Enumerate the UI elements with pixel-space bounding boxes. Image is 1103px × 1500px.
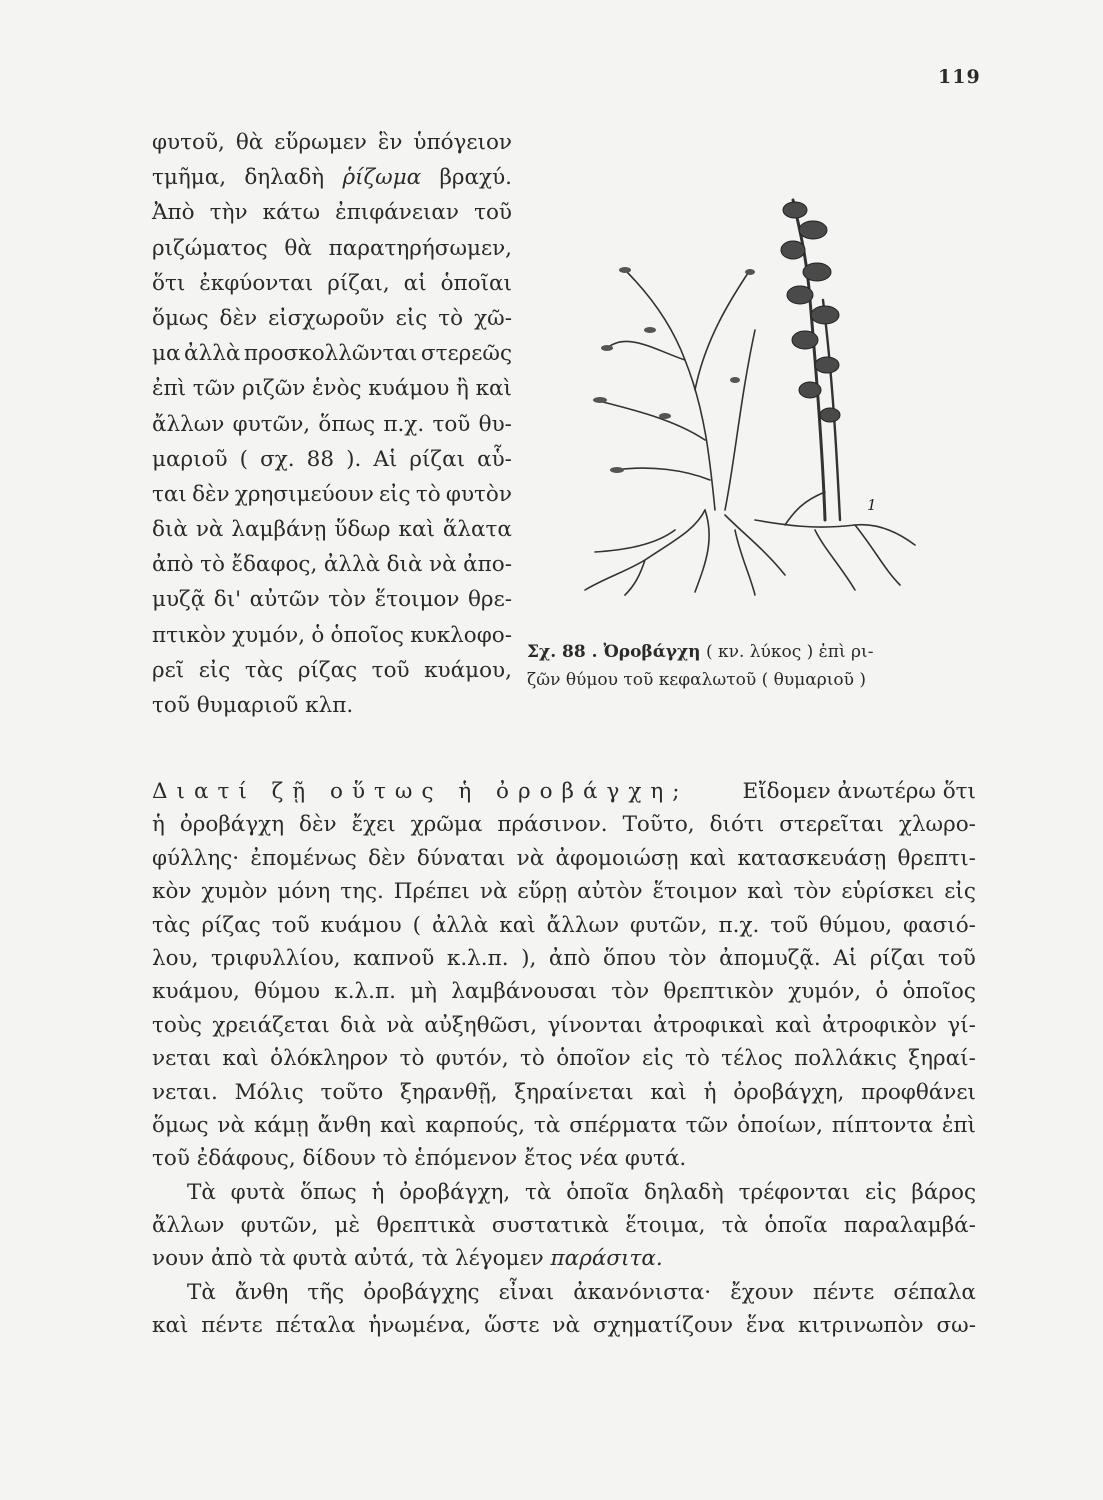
word: κάτω (262, 200, 321, 226)
word: ὁποῖα (566, 1179, 630, 1205)
word: τὰς (152, 912, 191, 938)
text-line (152, 1109, 976, 1142)
word: νὰ (552, 1313, 580, 1339)
word: τὸ (684, 1046, 710, 1072)
word: ται (152, 481, 187, 507)
word: κιτρινωπὸν (798, 1313, 924, 1339)
word: βάρος (911, 1179, 976, 1205)
word: ὅμως (152, 305, 209, 331)
word: μυζᾷ (152, 587, 206, 613)
word: κατασκευάσῃ (737, 845, 887, 871)
word: ἐπὶ (152, 376, 187, 402)
word: συστατικὰ (491, 1213, 609, 1239)
word: θρεπτικὰ (376, 1213, 476, 1239)
word: ὥστε (484, 1313, 540, 1339)
caption-text: ( κν. λύκος ) ἐπὶ ρι- (705, 642, 874, 662)
text-segment: βραχύ. (439, 165, 512, 191)
word: φυτῶν, (232, 411, 311, 437)
word: εὕρωμεν (274, 130, 367, 155)
word: ξηραίνεται (514, 1079, 634, 1105)
word: ὁποῖος (330, 622, 404, 648)
word: ὁ (875, 979, 889, 1005)
word: Τὰ (187, 1179, 216, 1205)
word: φυτοῦ, (152, 130, 225, 155)
word: δὲν (192, 481, 230, 507)
word: χλωρο- (898, 812, 976, 838)
text-line (152, 808, 976, 841)
word: π.χ. (383, 411, 425, 437)
word: Αἱ (373, 446, 398, 472)
word: τὰ (533, 1112, 561, 1138)
word: αὐτῶν (249, 587, 320, 613)
word: τοῦτο (320, 1079, 384, 1105)
word: καὶ (747, 879, 784, 905)
word: χυμόν, (788, 979, 862, 1005)
word: σχ. (260, 446, 295, 472)
word: τὸν (328, 587, 367, 613)
word: τὸ (200, 552, 225, 578)
word: εἰς (642, 1046, 674, 1072)
word: 88 (306, 446, 335, 472)
word: ἀπὸ (548, 945, 591, 971)
word: πίπτοντα (831, 1112, 933, 1138)
word: μα (152, 341, 181, 367)
word: γί- (947, 1012, 976, 1038)
word: ἕτοιμα, (625, 1213, 706, 1239)
text-line (152, 407, 512, 442)
word: καπνοῦ (353, 945, 435, 971)
body-text (152, 775, 976, 1343)
word: σπέρματα (569, 1112, 677, 1138)
word: ἔχει (351, 812, 396, 838)
text-segment: τμῆμα, (152, 165, 227, 191)
word: κυάμου (320, 912, 402, 938)
word: ( (239, 446, 249, 472)
text-line: τοῦ θυμαριοῦ κλπ. (152, 693, 354, 718)
word: διὰ (152, 517, 188, 543)
word: ὁποῖον (556, 1046, 631, 1072)
text-line (152, 301, 512, 336)
word: ἢ (455, 376, 469, 402)
text-line (152, 653, 512, 688)
word: ἓν (377, 130, 403, 155)
word: ὅπως (318, 411, 376, 437)
text-line (152, 1076, 976, 1109)
text-line (152, 231, 512, 266)
word: εἰς (198, 657, 231, 683)
word: χρησιμεύουν (234, 481, 374, 507)
word: χυμὸν (201, 879, 268, 905)
word: νὰ (429, 552, 457, 578)
word: θυ- (478, 411, 512, 437)
word: αὗ- (477, 446, 512, 472)
word: ἕτοιμον (652, 879, 738, 905)
word: δι' (213, 587, 242, 613)
word: θρεπτι- (897, 845, 976, 871)
word: καὶ (499, 912, 536, 938)
text-line (152, 842, 976, 875)
word: τὸ (399, 1046, 425, 1072)
word: ἡνωμένα, (368, 1313, 472, 1339)
word: νεται. (152, 1079, 218, 1105)
word: ἅλατα (442, 517, 512, 543)
word: πέταλα (275, 1313, 356, 1339)
word: τοῦ (770, 912, 809, 938)
word: Τοῦτο, (622, 812, 695, 838)
word: κυάμου, (424, 657, 512, 683)
word: χρῶμα (410, 812, 483, 838)
word: χυμόν, (232, 622, 306, 648)
text-line (152, 582, 512, 617)
word: εὕρῃ (517, 879, 568, 905)
text-line (152, 1276, 976, 1309)
word: Τὰ (187, 1279, 216, 1305)
word: χῶ- (474, 305, 512, 331)
word: νὰ (386, 1012, 414, 1038)
word: ἐπιφάνειαν (335, 200, 459, 226)
word: ὁποῖαι (440, 270, 512, 296)
word: αἱ (403, 270, 427, 296)
word: ὀροβάγχη, (733, 1079, 845, 1105)
word: της. (340, 879, 384, 905)
word: ἐπομένως (250, 845, 357, 871)
plant-drawing (555, 180, 925, 600)
word: τοῦ (271, 912, 310, 938)
text-line: τοῦ ἐδάφους, δίδουν τὸ ἑπόμενον ἔτος νέα φυτά. (152, 1146, 687, 1172)
word: νὰ (195, 517, 224, 543)
word: ἀπὸ (152, 552, 194, 578)
word: δηλαδὴ (644, 1179, 724, 1205)
word: μὴ (410, 979, 438, 1005)
word: ρίζαι (409, 446, 466, 472)
word: ἡ (152, 812, 165, 838)
word: νεται (152, 1046, 212, 1072)
word: ἐπὶ (941, 1112, 976, 1138)
word: πέντε (812, 1279, 875, 1305)
word: ὅτι (152, 270, 186, 296)
word: ὅμως (152, 1112, 209, 1138)
text-line (152, 1009, 976, 1042)
word: χρειάζεται (212, 1012, 330, 1038)
text-segment: Εἴδομεν ἀνωτέρω ὅτι (742, 779, 976, 804)
word: κάμῃ (253, 1112, 309, 1138)
word: ἄλλων (152, 411, 225, 437)
word: αὐτὸν (577, 879, 643, 905)
word: πτικὸν (152, 622, 226, 648)
word: τὸν (793, 879, 832, 905)
word: τὸ (415, 481, 441, 507)
word: Αἱ (833, 945, 858, 971)
parasites-term: παράσιτα. (550, 1246, 663, 1272)
word: καὶ (775, 1012, 812, 1038)
word: ρεῖ (152, 657, 185, 683)
text-line (152, 195, 512, 230)
word: ἔδαφος, (231, 552, 318, 578)
word: τὸν (611, 979, 650, 1005)
word: τοῦ (432, 411, 471, 437)
word: γίνονται (547, 1012, 643, 1038)
figure-caption (527, 638, 977, 694)
text-line (152, 160, 512, 195)
word: κυάμου (368, 376, 450, 402)
word: μόνη (277, 879, 331, 905)
word: νὰ (479, 879, 508, 905)
caption-line (527, 638, 977, 666)
text-line (152, 266, 512, 301)
word: ἀφομοιώσῃ (555, 845, 679, 871)
word: σχηματίζουν (592, 1313, 734, 1339)
word: κ.λ.π. (446, 945, 509, 971)
word: ἀκανόνιστα· (573, 1279, 712, 1305)
word: εὑρίσκει (841, 879, 935, 905)
word: θύμου (254, 979, 321, 1005)
word: Μόλις (234, 1079, 304, 1105)
text-line (152, 512, 512, 547)
word: στερεῖται (779, 812, 884, 838)
word: εἰς (864, 1179, 897, 1205)
word: ὀροβάγχη (179, 812, 285, 838)
word: τὴν (209, 200, 248, 226)
text-line (152, 909, 976, 942)
word: Πρέπει (393, 879, 470, 905)
word: κυκλοφο- (410, 622, 512, 648)
word: τῶν (685, 1112, 729, 1138)
word: θὰ (284, 235, 312, 261)
word: μαριοῦ (152, 446, 228, 472)
word: ἄνθη (317, 1112, 372, 1138)
word: ὁ (311, 622, 325, 648)
text-line (152, 975, 976, 1008)
text-line (152, 618, 512, 653)
word: λαμβάνουσαι (451, 979, 598, 1005)
word: ὁλόκληρον (270, 1046, 389, 1072)
word: φυτὸν (445, 481, 512, 507)
word: θὰ (235, 130, 264, 155)
word: ἕνα (745, 1313, 786, 1339)
word: προφθάνει (861, 1079, 976, 1105)
word: τὸ (520, 1046, 545, 1072)
word: ἡ (371, 1179, 385, 1205)
word: Ἀπὸ (152, 200, 195, 226)
word: κ.λ.π. (334, 979, 396, 1005)
text-line (152, 477, 512, 512)
word: διὰ (340, 1012, 376, 1038)
word: τὸν (668, 945, 707, 971)
word: πράσινον. (497, 812, 608, 838)
text-line (152, 775, 976, 808)
word: δὲν (299, 812, 337, 838)
word: ἀλλὰ (323, 552, 381, 578)
word: ἕτοιμον (374, 587, 460, 613)
word: δὲν (219, 305, 258, 331)
word: ξηραί- (908, 1046, 976, 1072)
broomrape-illustration (555, 180, 925, 600)
word: θρε- (467, 587, 512, 613)
text-line (152, 336, 512, 371)
word: ξηρανθῇ, (399, 1079, 498, 1105)
word: αὐξηθῶσι, (424, 1012, 538, 1038)
word: ( (412, 912, 422, 938)
word: παραλαμβά- (843, 1213, 976, 1239)
word: ἀτροφικὸν (822, 1012, 937, 1038)
word: φυτῶν, (630, 912, 708, 938)
word: π.χ. (718, 912, 760, 938)
word: ριζώματος (152, 235, 268, 261)
word: ἀπο- (463, 552, 512, 578)
word: τὰ (525, 1179, 552, 1205)
text-line (152, 442, 512, 477)
spaced-heading: Διατί ζῇ οὕτως ἡ ὀροβάγχη; (152, 779, 689, 804)
word: δὲν (368, 845, 406, 871)
text-segment: νουν ἀπὸ τὰ φυτὰ αὐτά, τὰ λέγομεν (152, 1246, 544, 1272)
word: πολλάκις (794, 1046, 897, 1072)
word: ἄλλων (152, 1213, 225, 1239)
word: ὕδωρ (334, 517, 391, 543)
text-line (152, 875, 976, 908)
word: εἰς (944, 879, 976, 905)
word: νὰ (516, 845, 545, 871)
figure-marker: 1 (867, 496, 877, 514)
word: παρατηρήσωμεν, (328, 235, 512, 261)
word: ὀροβάγχης (363, 1279, 480, 1305)
word: ὀροβάγχη, (399, 1179, 511, 1205)
word: ρίζαι, (327, 270, 390, 296)
word: ἔχουν (730, 1279, 794, 1305)
word: ἀπομυζᾷ. (719, 945, 821, 971)
word: ἡ (703, 1079, 717, 1105)
rhizome-term: ῥίζωμα (342, 165, 422, 191)
word: εἶναι (498, 1279, 555, 1305)
word: θύμου, (819, 912, 893, 938)
word: τὸ (438, 305, 464, 331)
word: εἰς (395, 305, 428, 331)
word: λαμβάνῃ (231, 517, 327, 543)
word: τοῦ (937, 945, 976, 971)
word: δύναται (416, 845, 506, 871)
word: ἀλλὰ (432, 912, 489, 938)
word: ὁποῖος (902, 979, 976, 1005)
word: ἀλλὰ (184, 341, 241, 367)
text-line (152, 1176, 976, 1209)
word: προσκολλῶνται (243, 341, 418, 367)
word: θρεπτικὸν (663, 979, 774, 1005)
word: τοὺς (152, 1012, 202, 1038)
word: ). (346, 446, 362, 472)
word: καὶ (222, 1046, 259, 1072)
word: τοῦ (474, 200, 512, 226)
text-segment: δηλαδὴ (244, 165, 325, 191)
text-line (152, 1042, 976, 1075)
word: ριζῶν (241, 376, 306, 402)
word: ἄλλων (546, 912, 620, 938)
text-line (152, 1309, 976, 1342)
word: εἰς (378, 481, 411, 507)
word: διότι (709, 812, 765, 838)
word: φασιό- (903, 912, 976, 938)
word: τριφυλλίου, (211, 945, 341, 971)
text-line (152, 1209, 976, 1242)
word: εἰσχωροῦν (268, 305, 385, 331)
caption-line: ζῶν θύμου τοῦ κεφαλωτοῦ ( θυμαριοῦ ) (527, 670, 867, 690)
word: καὶ (650, 1079, 687, 1105)
word: λου, (152, 945, 199, 971)
word: ρίζας (201, 912, 261, 938)
word: ὁποίων, (737, 1112, 823, 1138)
word: καὶ (398, 517, 435, 543)
word: τὰ (721, 1213, 749, 1239)
page-number: 119 (938, 66, 981, 88)
caption-label: Σχ. 88 . Ὀροβάγχη (527, 642, 701, 662)
word: ), (521, 945, 537, 971)
word: φυτόν, (435, 1046, 509, 1072)
word: διὰ (386, 552, 423, 578)
word: τρέφονται (738, 1179, 851, 1205)
word: καρπούς, (425, 1112, 525, 1138)
text-line (152, 942, 976, 975)
word: ἐκφύονται (199, 270, 314, 296)
word: φυτῶν, (240, 1213, 319, 1239)
word: τοῦ (371, 657, 410, 683)
text-line (152, 371, 512, 406)
word: τῆς (307, 1279, 345, 1305)
left-column-text (152, 125, 512, 723)
text-line (152, 125, 512, 160)
word: στερεῶς (420, 341, 512, 367)
word: σω- (936, 1313, 976, 1339)
word: ρίζαι (869, 945, 926, 971)
word: τέλος (721, 1046, 783, 1072)
word: τὰς (244, 657, 284, 683)
word: φύλλης· (152, 845, 240, 871)
word: κὸν (152, 879, 192, 905)
text-line (152, 547, 512, 582)
word: ὁποῖα (764, 1213, 828, 1239)
word: καὶ (152, 1313, 189, 1339)
word: ρίζας (297, 657, 358, 683)
word: ἀτροφικαὶ (653, 1012, 765, 1038)
word: ὅπου (603, 945, 657, 971)
word: σέπαλα (893, 1279, 976, 1305)
word: νὰ (217, 1112, 246, 1138)
text-line (152, 1242, 976, 1275)
word: ὑπόγειον (413, 130, 512, 155)
word: τῶν (192, 376, 236, 402)
word: φυτὰ (230, 1179, 286, 1205)
word: καὶ (475, 376, 512, 402)
word: ἄνθη (234, 1279, 289, 1305)
word: πέντε (201, 1313, 263, 1339)
word: μὲ (334, 1213, 361, 1239)
word: κυάμου, (152, 979, 240, 1005)
word: ἑνὸς (312, 376, 362, 402)
word: ὅπως (300, 1179, 357, 1205)
word: καὶ (689, 845, 727, 871)
word: καὶ (380, 1112, 417, 1138)
